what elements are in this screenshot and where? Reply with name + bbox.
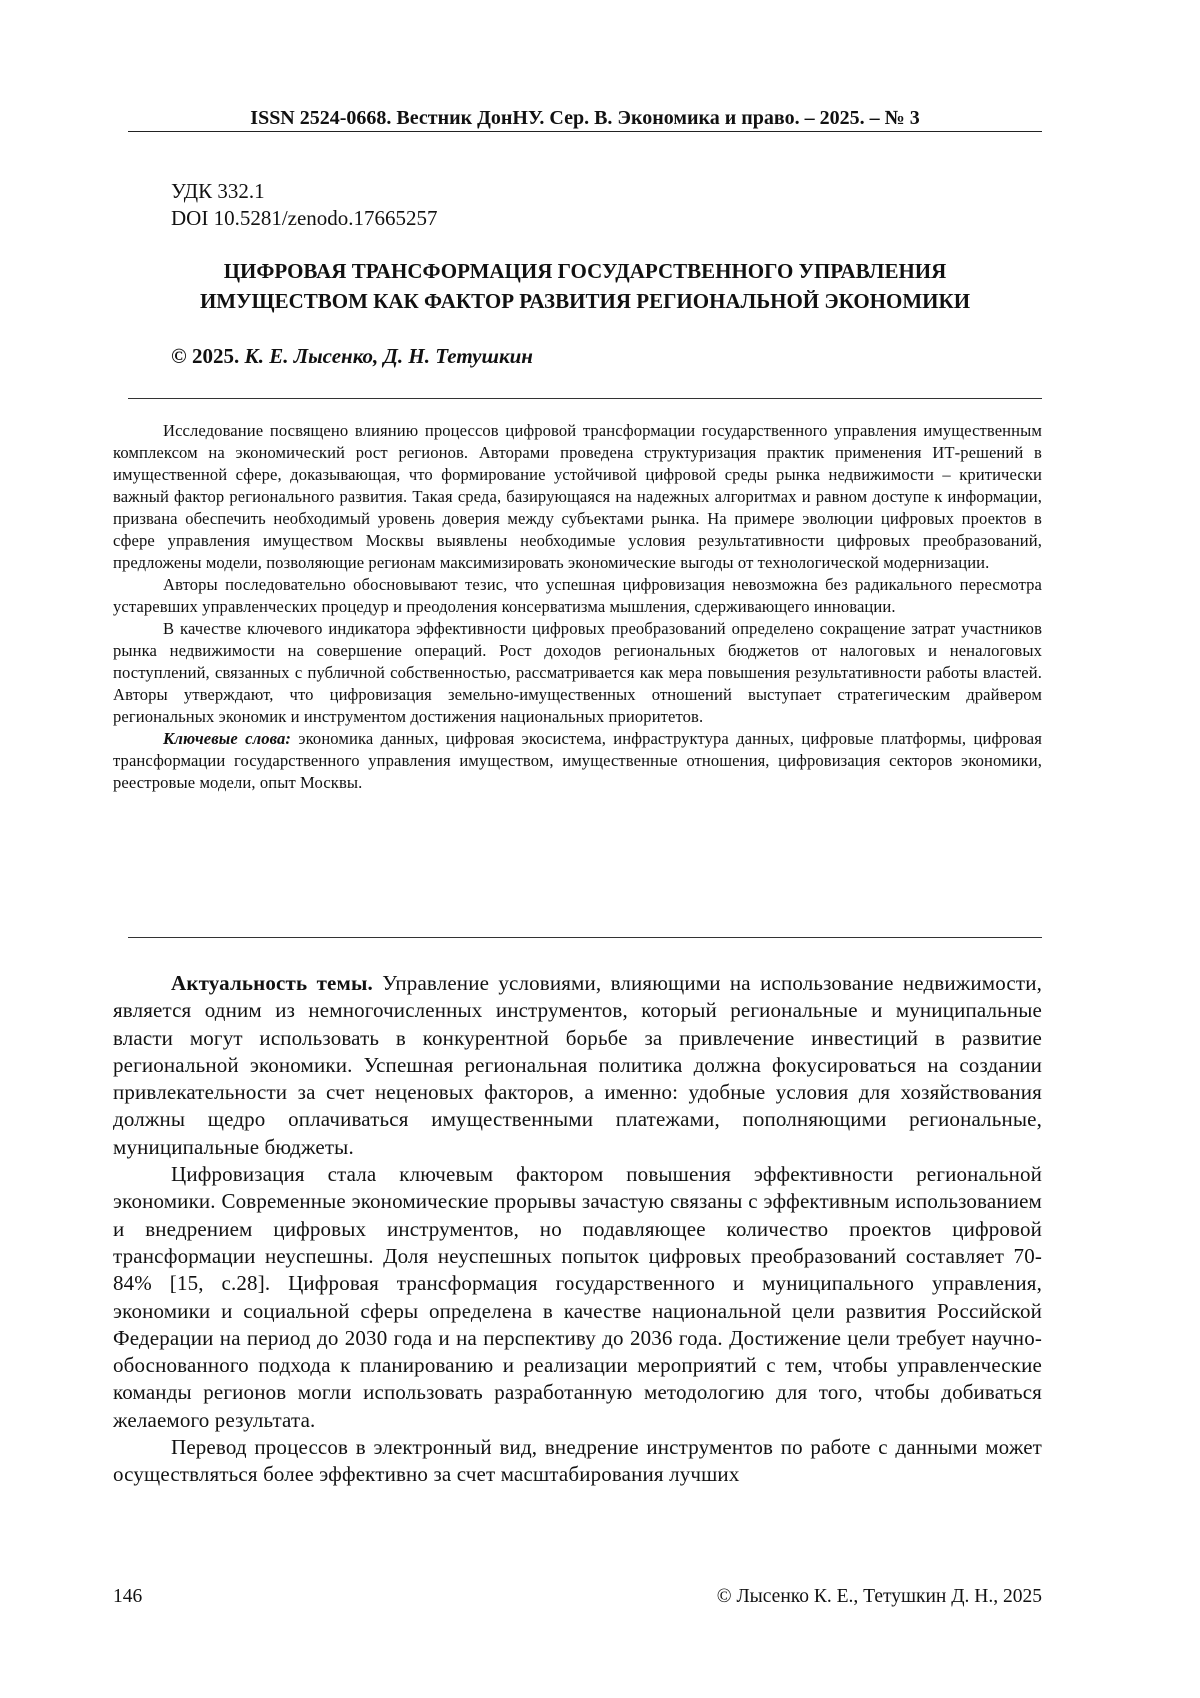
keywords-list: экономика данных, цифровая экосистема, инфраструктура данных, цифровые платформы, цифровая трансформации государственного управления имуществом, имущественные отношения, цифровизация секторов экономики, реестровые модели, опыт Москвы.: [113, 729, 1043, 792]
header-rule: [128, 131, 1042, 132]
body-paragraph-1-text: Управление условиями, влияющими на использование недвижимости, является одним из немногочисленных инструментов, который региональные и муниципальные власти могут использовать в конкурентной борьбе за привлечение инвестиций в развитие региональной экономики. Успешная региональная политика должна фокусироваться на создании привлекательности за счет неценовых факторов, а именно: удобные условия для хозяйствования должны щедро оплачиваться имущественными платежами, пополняющими региональные, муниципальные бюджеты.: [113, 971, 1042, 1159]
udk-code: УДК 332.1: [171, 179, 265, 203]
abstract-paragraph-2: Авторы последовательно обосновывают тезис, что успешная цифровизация невозможна без радикального пересмотра устаревших управленческих процедур и преодоления консерватизма мышления, сдерживающего инновации.: [113, 575, 1042, 616]
body-paragraph-2: Цифровизация стала ключевым фактором повышения эффективности региональной экономики. Современные экономические прорывы зачастую связаны с эффективным использованием и внедрением цифровых инструментов, но подавляющее количество проектов цифровой трансформации неуспешны. Доля неуспешных попыток цифровых преобразований составляет 70-84% [15, с.28]. Цифровая трансформация государственного и муниципального управления, экономики и социальной сферы определена в качестве национальной цели развития Российской Федерации на период до 2030 года и на перспективу до 2036 года. Достижение цели требует научно-обоснованного подхода к планированию и реализации мероприятий с тем, чтобы управленческие команды регионов могли использовать разработанную методологию для того, чтобы добиваться желаемого результата.: [113, 1162, 1042, 1432]
abstract-top-rule: [128, 398, 1042, 399]
page-number: 146: [113, 1586, 143, 1607]
abstract-paragraph-3: В качестве ключевого индикатора эффективности цифровых преобразований определено сокращение затрат участников рынка недвижимости на совершение операций. Рост доходов региональных бюджетов от налоговых и неналоговых поступлений, связанных с публичной собственностью, рассматривается как мера повышения результативности работы властей. Авторы утверждают, что цифровизация земельно-имущественных отношений выступает стратегическим драйвером региональных экономик и инструментом достижения национальных приоритетов.: [113, 619, 1042, 726]
keywords-label: Ключевые слова:: [163, 729, 292, 748]
authors-copyright: © 2025.: [171, 344, 240, 368]
body-paragraph-1: [113, 970, 1042, 1161]
abstract: [113, 420, 1042, 794]
section-heading-relevance: Актуальность темы.: [171, 971, 373, 995]
article-title-line-1: ЦИФРОВАЯ ТРАНСФОРМАЦИЯ ГОСУДАРСТВЕННОГО УПРАВЛЕНИЯ: [223, 259, 947, 283]
authors-names: К. Е. Лысенко, Д. Н. Тетушкин: [244, 344, 533, 368]
article-body: [113, 970, 1042, 1489]
authors-line: [171, 343, 533, 369]
body-paragraph-3: Перевод процессов в электронный вид, внедрение инструментов по работе с данными может осуществляться более эффективно за счет масштабирования лучших: [113, 1435, 1042, 1487]
keywords-paragraph: [113, 728, 1042, 794]
footer-copyright: © Лысенко К. Е., Тетушкин Д. Н., 2025: [716, 1586, 1042, 1607]
abstract-bottom-rule: [128, 937, 1042, 938]
running-header: ISSN 2524-0668. Вестник ДонНУ. Сер. В. Экономика и право. – 2025. – № 3: [250, 107, 920, 129]
article-title: [118, 256, 1052, 316]
abstract-paragraph-1: Исследование посвящено влиянию процессов цифровой трансформации государственного управления имущественным комплексом на экономический рост регионов. Авторами проведена структуризация практик применения ИТ-решений в имущественной сфере, доказывающая, что формирование устойчивой цифровой среды рынка недвижимости – критически важный фактор регионального развития. Такая среда, базирующаяся на надежных алгоритмах и равном доступе к информации, призвана обеспечить необходимый уровень доверия между субъектами рынка. На примере эволюции цифровых проектов в сфере управления имуществом Москвы выявлены необходимые условия результативности цифровых преобразований, предложены модели, позволяющие регионам максимизировать экономические выгоды от технологической модернизации.: [113, 421, 1042, 572]
article-title-line-2: ИМУЩЕСТВОМ КАК ФАКТОР РАЗВИТИЯ РЕГИОНАЛЬНОЙ ЭКОНОМИКИ: [199, 289, 971, 313]
doi-identifier: DOI 10.5281/zenodo.17665257: [171, 206, 438, 230]
